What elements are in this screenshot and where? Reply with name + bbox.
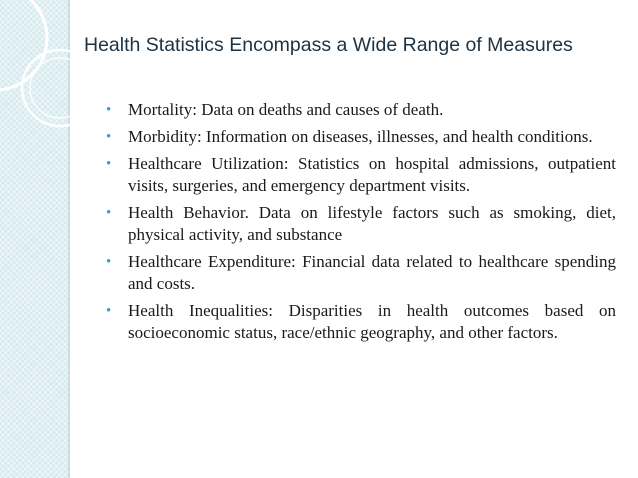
list-item — [106, 202, 616, 246]
list-item — [106, 153, 616, 197]
list-item-text: Health Inequalities: Disparities in health outcomes based on socioeconomic status, race/ethnic geography, and other factors. — [128, 301, 616, 342]
list-item-text: Morbidity: Information on diseases, illnesses, and health conditions. — [128, 127, 593, 146]
slide-title: Health Statistics Encompass a Wide Range of Measures — [84, 34, 573, 56]
bullet-icon: • — [106, 156, 112, 172]
list-item — [106, 300, 616, 344]
list-item-text: Health Behavior. Data on lifestyle factors such as smoking, diet, physical activity, and substance — [128, 203, 616, 244]
list-item — [106, 251, 616, 295]
list-item-text: Healthcare Utilization: Statistics on hospital admissions, outpatient visits, surgeries, and emergency department visits. — [128, 154, 616, 195]
list-item — [106, 99, 616, 121]
list-item-text: Healthcare Expenditure: Financial data related to healthcare spending and costs. — [128, 252, 616, 293]
bullet-icon: • — [106, 254, 112, 270]
bullet-icon: • — [106, 303, 112, 319]
decorative-circles-graphic — [0, 0, 120, 130]
bullet-list — [106, 99, 616, 349]
list-item — [106, 126, 616, 148]
bullet-icon: • — [106, 102, 112, 118]
bullet-icon: • — [106, 129, 112, 145]
bullet-icon: • — [106, 205, 112, 221]
list-item-text: Mortality: Data on deaths and causes of death. — [128, 100, 444, 119]
